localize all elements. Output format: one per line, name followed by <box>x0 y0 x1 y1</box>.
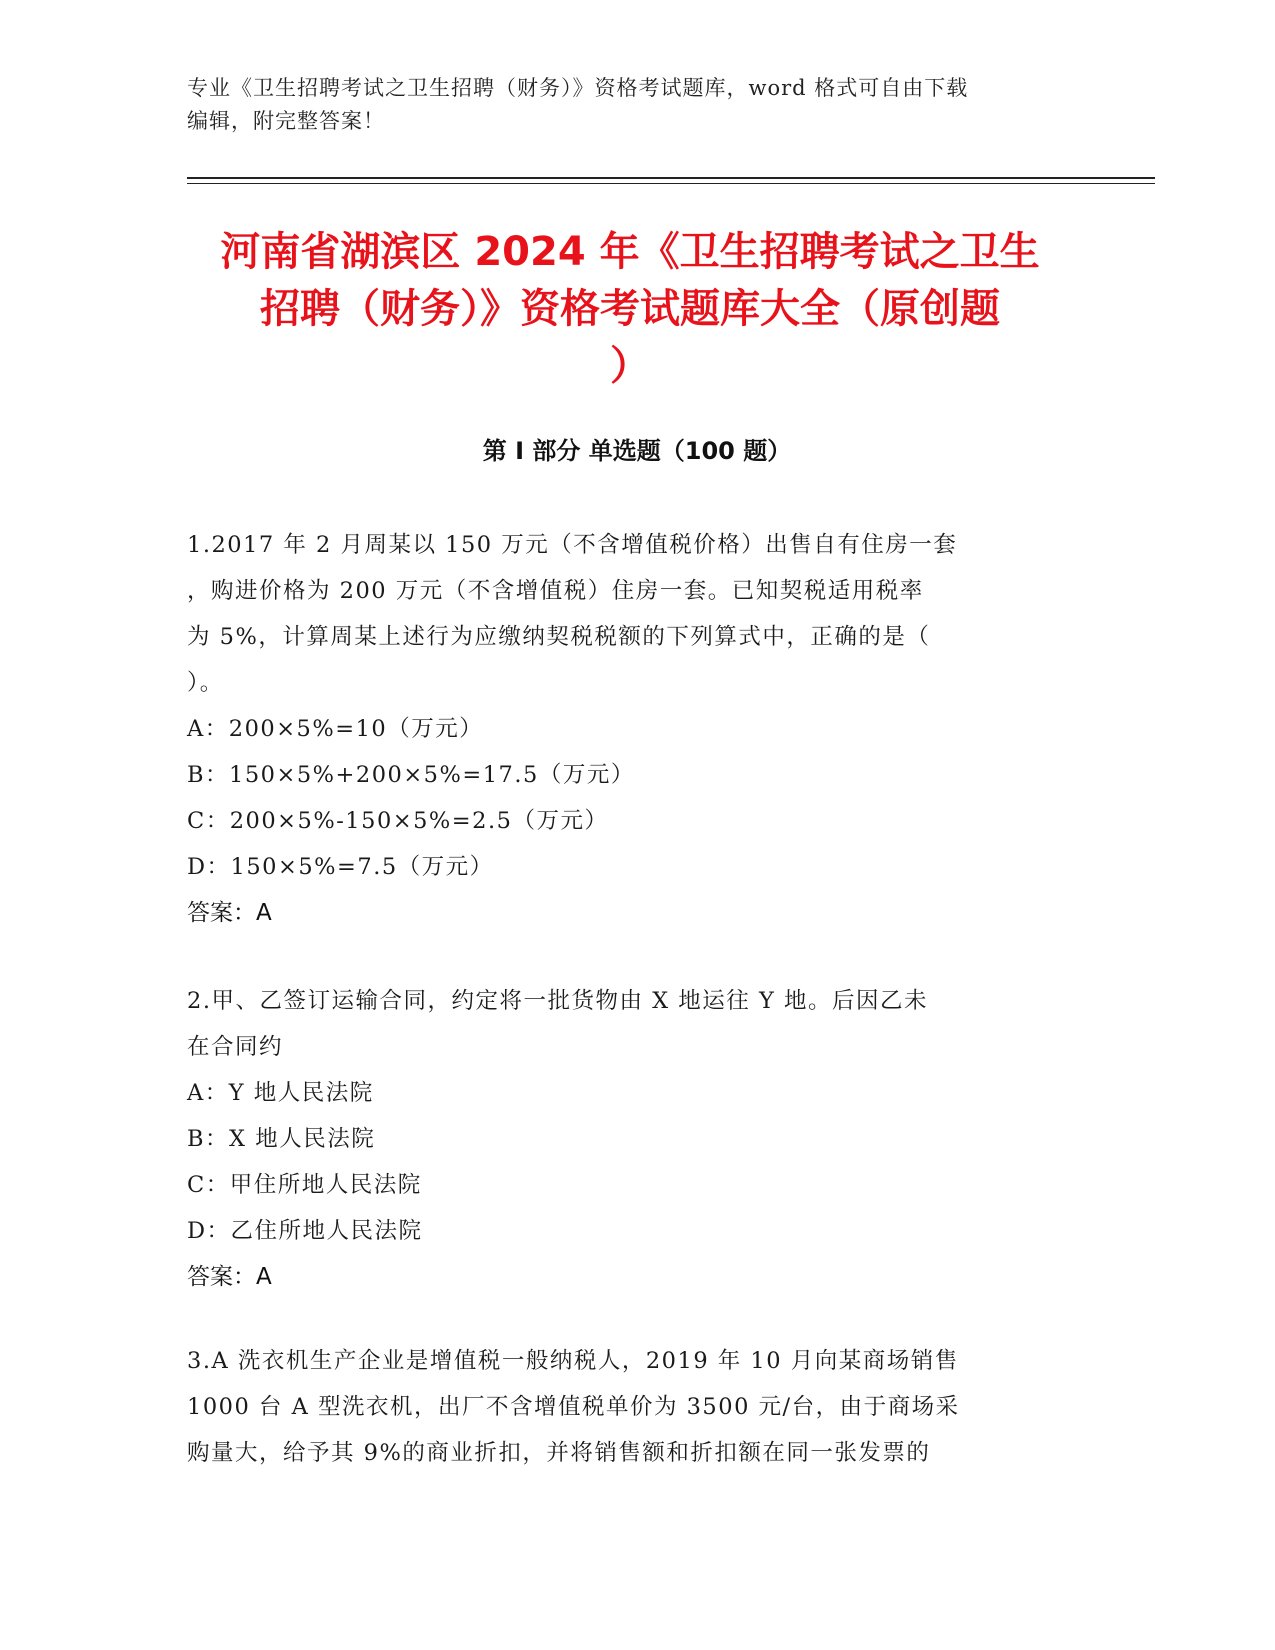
option-d: D：乙住所地人民法院 <box>187 1218 423 1244</box>
question-stem-line: ）。 <box>187 670 224 696</box>
option-a: A：Y 地人民法院 <box>187 1080 374 1106</box>
answer-line: 答案：A <box>187 1264 272 1290</box>
question-stem-line: 购量大，给予其 9%的商业折扣，并将销售额和折扣额在同一张发票的 <box>187 1440 931 1466</box>
question-2 <box>187 978 1067 1300</box>
question-stem-line: 3.A 洗衣机生产企业是增值税一般纳税人，2019 年 10 月向某商场销售 <box>187 1348 959 1374</box>
document-title <box>180 224 1080 395</box>
header-note-line-2: 编辑，附完整答案！ <box>187 109 385 133</box>
document-title-line-3: ） <box>610 343 650 389</box>
question-3 <box>187 1338 1067 1476</box>
option-a: A：200×5%=10（万元） <box>187 716 484 742</box>
option-c: C：200×5%-150×5%=2.5（万元） <box>187 808 609 834</box>
question-1 <box>187 522 1067 936</box>
question-stem-line: 1.2017 年 2 月周某以 150 万元（不含增值税价格）出售自有住房一套 <box>187 532 958 558</box>
answer-line: 答案：A <box>187 900 272 926</box>
question-stem-line: 1000 台 A 型洗衣机，出厂不含增值税单价为 3500 元/台，由于商场采 <box>187 1394 960 1420</box>
section-heading: 第 I 部分 单选题（100 题） <box>482 437 792 465</box>
option-d: D：150×5%=7.5（万元） <box>187 854 494 880</box>
document-title-line-2: 招聘（财务）》资格考试题库大全（原创题 <box>260 286 1000 332</box>
document-title-line-1: 河南省湖滨区 2024 年《卫生招聘考试之卫生 <box>220 229 1040 275</box>
question-stem-line: 2.甲、乙签订运输合同，约定将一批货物由 X 地运往 Y 地。后因乙未 <box>187 988 928 1014</box>
question-stem-line: 为 5%，计算周某上述行为应缴纳契税税额的下列算式中，正确的是（ <box>187 624 931 650</box>
header-divider-thin <box>187 183 1155 184</box>
option-c: C：甲住所地人民法院 <box>187 1172 422 1198</box>
option-b: B：X 地人民法院 <box>187 1126 376 1152</box>
header-note-line-1: 专业《卫生招聘考试之卫生招聘（财务）》资格考试题库，word 格式可自由下载 <box>187 76 969 100</box>
header-divider-thick <box>187 177 1155 179</box>
question-stem-line: 在合同约 <box>187 1034 284 1060</box>
question-stem-line: ，购进价格为 200 万元（不含增值税）住房一套。已知契税适用税率 <box>187 578 924 604</box>
option-b: B：150×5%+200×5%=17.5（万元） <box>187 762 635 788</box>
header-note <box>187 72 1067 138</box>
